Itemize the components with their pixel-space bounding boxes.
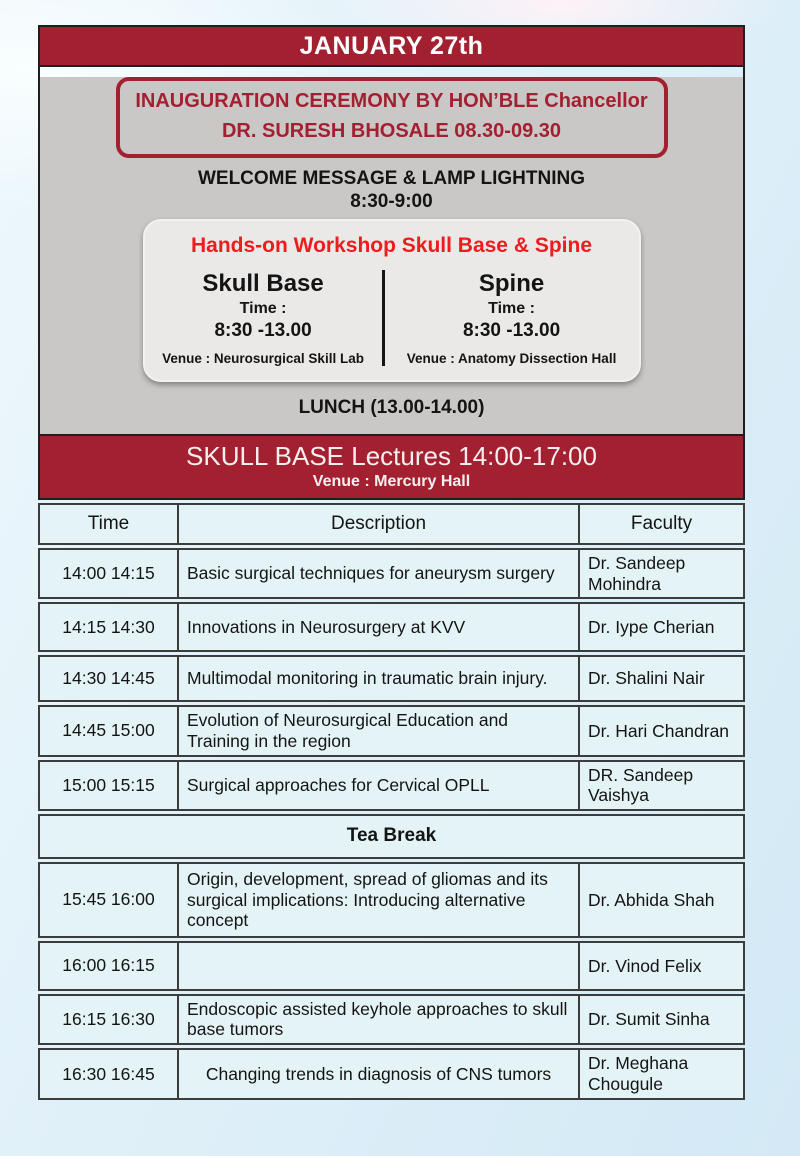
workshop-spine-column [382,270,639,366]
lecture-description: Changing trends in diagnosis of CNS tumors [177,1050,580,1098]
lecture-description [177,943,580,989]
table-row [38,705,745,756]
date-banner: JANUARY 27th [40,27,743,67]
table-header-row [38,503,745,545]
morning-program-block [38,25,745,436]
table-row [38,548,745,599]
lectures-venue: Venue : Mercury Hall [312,473,471,490]
table-row [38,760,745,811]
table-row [38,941,745,991]
lecture-description: Surgical approaches for Cervical OPLL [177,762,580,809]
workshop-name: Skull Base [202,270,324,297]
welcome-message-title: WELCOME MESSAGE & LAMP LIGHTNING [197,168,586,189]
lecture-time: 16:00 16:15 [62,955,155,976]
morning-section [40,77,743,434]
table-row [38,655,745,702]
workshop-title: Hands-on Workshop Skull Base & Spine [190,234,592,257]
lecture-faculty: Dr. Iype Cherian [588,616,715,637]
workshop-time: 8:30 -13.00 [462,320,561,341]
workshop-time-label: Time : [239,300,287,317]
lecture-time: 14:15 14:30 [62,616,155,637]
workshop-venue: Venue : Anatomy Dissection Hall [406,351,617,366]
welcome-message-time: 8:30-9:00 [350,191,433,212]
lectures-banner [38,436,745,500]
workshop-box [143,219,641,382]
workshop-skull-base-column [145,270,382,366]
lectures-title: SKULL BASE Lectures 14:00-17:00 [186,441,597,471]
lecture-description: Multimodal monitoring in traumatic brain injury. [177,657,580,700]
lecture-faculty: Dr. Hari Chandran [588,720,730,741]
workshop-venue: Venue : Neurosurgical Skill Lab [162,351,364,366]
inauguration-box [116,77,668,158]
lecture-time: 16:15 16:30 [62,1008,155,1029]
tea-break-row [38,814,745,859]
lecture-faculty: Dr. Sandeep Mohindra [588,553,686,594]
lecture-description: Evolution of Neurosurgical Education and Training in the region [177,707,580,754]
workshop-time-label: Time : [488,300,535,317]
table-row [38,862,745,938]
lecture-time: 16:30 16:45 [62,1063,155,1084]
lunch-line: LUNCH (13.00-14.00) [298,397,485,418]
lecture-faculty: Dr. Vinod Felix [588,955,702,976]
workshop-time: 8:30 -13.00 [214,320,312,341]
header-description: Description [177,505,580,543]
lecture-faculty: DR. Sandeep Vaishya [588,764,694,806]
lecture-time: 14:45 15:00 [62,720,155,741]
inauguration-line1: INAUGURATION CEREMONY BY HON’BLE Chancellor [135,90,648,112]
program-page [38,25,745,1100]
header-time: Time [87,513,130,534]
lecture-time: 15:00 15:15 [62,774,155,795]
schedule-table [38,503,745,1100]
lecture-time: 14:30 14:45 [62,668,155,689]
lecture-description: Origin, development, spread of gliomas and its surgical implications: Introducing alternative concept [177,864,580,936]
lecture-description: Basic surgical techniques for aneurysm surgery [177,550,580,597]
workshop-name: Spine [478,270,545,297]
lecture-description: Innovations in Neurosurgery at KVV [177,604,580,650]
lecture-description: Endoscopic assisted keyhole approaches to skull base tumors [177,996,580,1043]
lecture-faculty: Dr. Meghana Chougule [588,1053,689,1095]
lecture-time: 14:00 14:15 [62,563,155,584]
workshop-columns [145,262,639,380]
table-row [38,994,745,1045]
table-row [38,1048,745,1100]
lecture-faculty: Dr. Abhida Shah [588,889,715,910]
lecture-time: 15:45 16:00 [62,889,155,910]
inauguration-line2: DR. SURESH BHOSALE 08.30-09.30 [221,120,561,142]
header-faculty: Faculty [630,512,693,534]
table-row [38,602,745,652]
lecture-faculty: Dr. Sumit Sinha [588,1009,710,1030]
lecture-faculty: Dr. Shalini Nair [588,668,705,689]
tea-break-label: Tea Break [346,825,437,847]
